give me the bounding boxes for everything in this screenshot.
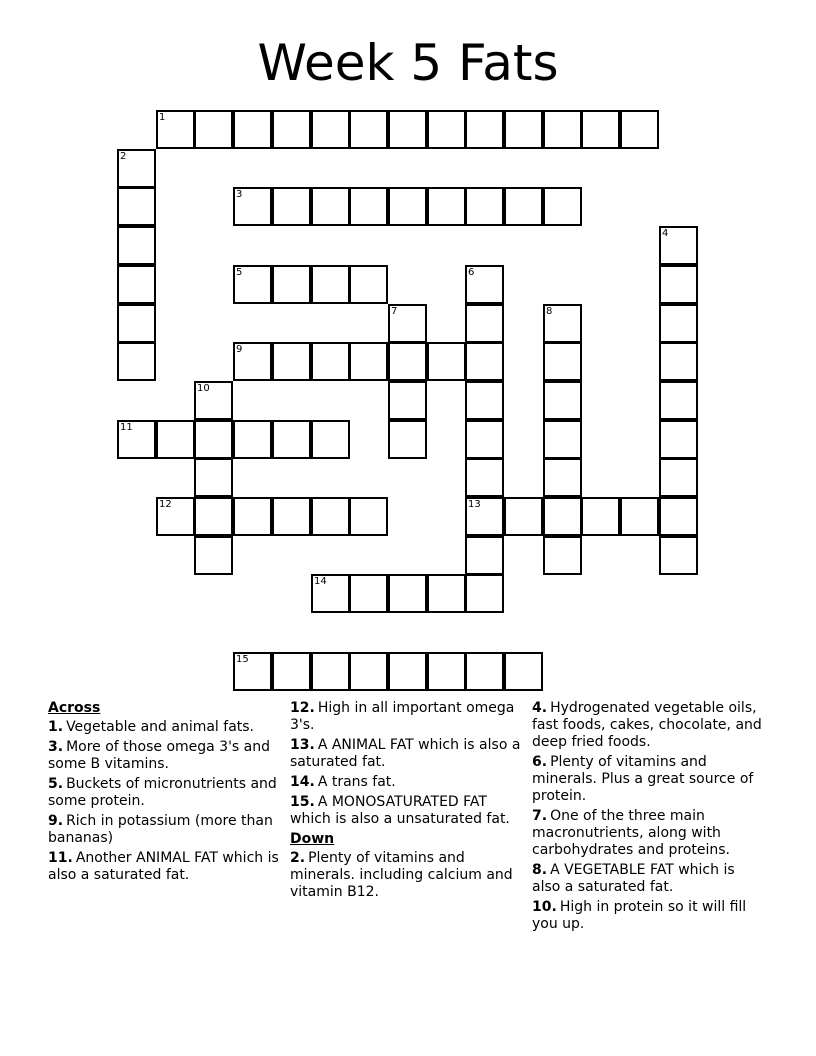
- grid-cell[interactable]: [349, 110, 388, 149]
- grid-cell[interactable]: [388, 574, 427, 613]
- grid-cell[interactable]: [117, 420, 156, 459]
- grid-cell[interactable]: [349, 497, 388, 536]
- grid-cell[interactable]: [465, 265, 504, 304]
- grid-cell[interactable]: [465, 381, 504, 420]
- clue-text: Plenty of vitamins and minerals. including calcium and vitamin B12.: [290, 850, 513, 900]
- clue-text: A MONOSATURATED FAT which is also a unsaturated fat.: [290, 794, 510, 827]
- clues-column-1: [48, 700, 283, 887]
- grid-cell[interactable]: [117, 149, 156, 188]
- cell-number: 9: [236, 344, 243, 355]
- clue-across-9: [48, 813, 283, 847]
- grid-cell[interactable]: [543, 458, 582, 497]
- clue-number: 5.: [48, 776, 64, 792]
- clue-across-13: [290, 737, 525, 771]
- grid-cell[interactable]: [311, 497, 350, 536]
- clue-number: 12.: [290, 700, 315, 716]
- grid-cell[interactable]: [465, 458, 504, 497]
- clue-across-3: [48, 739, 283, 773]
- clue-number: 8.: [532, 862, 548, 878]
- grid-cell[interactable]: [427, 342, 466, 381]
- grid-cell[interactable]: [117, 265, 156, 304]
- cell-number: 15: [236, 654, 249, 665]
- grid-cell[interactable]: [465, 536, 504, 575]
- clue-across-15: [290, 794, 525, 828]
- grid-cell[interactable]: [465, 187, 504, 226]
- grid-cell[interactable]: [543, 497, 582, 536]
- grid-cell[interactable]: [233, 497, 272, 536]
- clue-down-6: [532, 754, 767, 805]
- grid-cell[interactable]: [117, 304, 156, 343]
- clue-down-7: [532, 808, 767, 859]
- grid-cell[interactable]: [659, 265, 698, 304]
- grid-cell[interactable]: [659, 458, 698, 497]
- clue-down-4: [532, 700, 767, 751]
- grid-cell[interactable]: [465, 304, 504, 343]
- grid-cell[interactable]: [427, 574, 466, 613]
- grid-cell[interactable]: [543, 420, 582, 459]
- grid-cell[interactable]: [233, 265, 272, 304]
- clue-number: 2.: [290, 850, 306, 866]
- grid-cell[interactable]: [272, 420, 311, 459]
- grid-cell[interactable]: [388, 420, 427, 459]
- clues-column-2: [290, 700, 525, 904]
- cell-number: 4: [662, 228, 669, 239]
- grid-cell[interactable]: [388, 110, 427, 149]
- cell-number: 14: [314, 576, 327, 587]
- clue-number: 15.: [290, 794, 315, 810]
- cell-number: 10: [197, 383, 210, 394]
- clue-text: One of the three main macronutrients, along with carbohydrates and proteins.: [532, 808, 731, 858]
- clue-number: 9.: [48, 813, 64, 829]
- clue-down-10: [532, 899, 767, 933]
- grid-cell[interactable]: [272, 187, 311, 226]
- grid-cell[interactable]: [311, 652, 350, 691]
- clue-text: Plenty of vitamins and minerals. Plus a great source of protein.: [532, 754, 754, 804]
- clue-across-11: [48, 850, 283, 884]
- clue-text: Vegetable and animal fats.: [66, 719, 255, 735]
- clue-across-1: [48, 719, 283, 736]
- clue-number: 1.: [48, 719, 64, 735]
- clue-across-5: [48, 776, 283, 810]
- clue-number: 3.: [48, 739, 64, 755]
- grid-cell[interactable]: [388, 381, 427, 420]
- grid-cell[interactable]: [194, 458, 233, 497]
- grid-cell[interactable]: [349, 342, 388, 381]
- grid-cell[interactable]: [659, 536, 698, 575]
- page-title: Week 5 Fats: [257, 34, 559, 92]
- grid-cell[interactable]: [504, 187, 543, 226]
- grid-cell[interactable]: [311, 265, 350, 304]
- grid-cell[interactable]: [581, 110, 620, 149]
- grid-cell[interactable]: [581, 497, 620, 536]
- grid-cell[interactable]: [349, 652, 388, 691]
- grid-cell[interactable]: [388, 187, 427, 226]
- grid-cell[interactable]: [427, 187, 466, 226]
- grid-cell[interactable]: [388, 304, 427, 343]
- clue-text: High in all important omega 3's.: [290, 700, 515, 733]
- grid-cell[interactable]: [543, 110, 582, 149]
- grid-cell[interactable]: [465, 342, 504, 381]
- grid-cell[interactable]: [194, 497, 233, 536]
- grid-cell[interactable]: [156, 110, 195, 149]
- grid-cell[interactable]: [349, 187, 388, 226]
- clue-across-14: [290, 774, 525, 791]
- clue-text: High in protein so it will fill you up.: [532, 899, 747, 932]
- grid-cell[interactable]: [543, 381, 582, 420]
- grid-cell[interactable]: [504, 110, 543, 149]
- clue-down-2: [290, 850, 525, 901]
- cell-number: 8: [546, 306, 553, 317]
- grid-cell[interactable]: [659, 420, 698, 459]
- grid-cell[interactable]: [620, 497, 659, 536]
- grid-cell[interactable]: [427, 110, 466, 149]
- clue-text: Hydrogenated vegetable oils, fast foods, cakes, chocolate, and deep fried foods.: [532, 700, 762, 750]
- grid-cell[interactable]: [233, 187, 272, 226]
- grid-cell[interactable]: [272, 265, 311, 304]
- grid-cell[interactable]: [349, 265, 388, 304]
- grid-cell[interactable]: [465, 110, 504, 149]
- clue-down-8: [532, 862, 767, 896]
- cell-number: 2: [120, 151, 127, 162]
- grid-cell[interactable]: [465, 574, 504, 613]
- grid-cell[interactable]: [465, 497, 504, 536]
- grid-cell[interactable]: [272, 652, 311, 691]
- down-header: Down: [290, 831, 335, 847]
- grid-cell[interactable]: [311, 187, 350, 226]
- grid-cell[interactable]: [659, 497, 698, 536]
- grid-cell[interactable]: [504, 652, 543, 691]
- cell-number: 1: [159, 112, 166, 123]
- clue-number: 10.: [532, 899, 557, 915]
- grid-cell[interactable]: [311, 110, 350, 149]
- cell-number: 3: [236, 189, 243, 200]
- grid-cell[interactable]: [427, 652, 466, 691]
- grid-cell[interactable]: [272, 110, 311, 149]
- grid-cell[interactable]: [156, 497, 195, 536]
- grid-cell[interactable]: [233, 342, 272, 381]
- clue-number: 7.: [532, 808, 548, 824]
- clue-across-12: [290, 700, 525, 734]
- grid-cell[interactable]: [194, 381, 233, 420]
- across-header: Across: [48, 700, 101, 716]
- cell-number: 11: [120, 422, 133, 433]
- grid-cell[interactable]: [194, 110, 233, 149]
- grid-cell[interactable]: [659, 342, 698, 381]
- cell-number: 5: [236, 267, 243, 278]
- grid-cell[interactable]: [272, 497, 311, 536]
- grid-cell[interactable]: [465, 420, 504, 459]
- grid-cell[interactable]: [311, 420, 350, 459]
- grid-cell[interactable]: [465, 652, 504, 691]
- grid-cell[interactable]: [543, 342, 582, 381]
- grid-cell[interactable]: [117, 187, 156, 226]
- grid-cell[interactable]: [233, 652, 272, 691]
- clue-text: A VEGETABLE FAT which is also a saturated fat.: [532, 862, 735, 895]
- clue-text: A ANIMAL FAT which is also a saturated fat.: [290, 737, 521, 770]
- grid-cell[interactable]: [272, 342, 311, 381]
- grid-cell[interactable]: [117, 226, 156, 265]
- clue-text: A trans fat.: [317, 774, 396, 790]
- grid-cell[interactable]: [311, 342, 350, 381]
- grid-cell[interactable]: [349, 574, 388, 613]
- grid-cell[interactable]: [388, 342, 427, 381]
- grid-cell[interactable]: [233, 420, 272, 459]
- clue-number: 6.: [532, 754, 548, 770]
- grid-cell[interactable]: [311, 574, 350, 613]
- clue-number: 14.: [290, 774, 315, 790]
- clue-text: Buckets of micronutrients and some protein.: [48, 776, 277, 809]
- grid-cell[interactable]: [659, 381, 698, 420]
- grid-cell[interactable]: [156, 420, 195, 459]
- clue-text: More of those omega 3's and some B vitamins.: [48, 739, 271, 772]
- grid-cell[interactable]: [620, 110, 659, 149]
- grid-cell[interactable]: [659, 226, 698, 265]
- grid-cell[interactable]: [117, 342, 156, 381]
- clue-number: 13.: [290, 737, 315, 753]
- cell-number: 6: [468, 267, 475, 278]
- clue-text: Rich in potassium (more than bananas): [48, 813, 273, 846]
- cell-number: 13: [468, 499, 481, 510]
- cell-number: 12: [159, 499, 172, 510]
- clues-column-3: [532, 700, 767, 936]
- clue-number: 11.: [48, 850, 73, 866]
- grid-cell[interactable]: [194, 420, 233, 459]
- clue-number: 4.: [532, 700, 548, 716]
- grid-cell[interactable]: [504, 497, 543, 536]
- grid-cell[interactable]: [194, 536, 233, 575]
- grid-cell[interactable]: [388, 652, 427, 691]
- cell-number: 7: [391, 306, 398, 317]
- grid-cell[interactable]: [233, 110, 272, 149]
- grid-cell[interactable]: [543, 536, 582, 575]
- grid-cell[interactable]: [543, 304, 582, 343]
- grid-cell[interactable]: [543, 187, 582, 226]
- grid-cell[interactable]: [659, 304, 698, 343]
- clue-text: Another ANIMAL FAT which is also a saturated fat.: [48, 850, 279, 883]
